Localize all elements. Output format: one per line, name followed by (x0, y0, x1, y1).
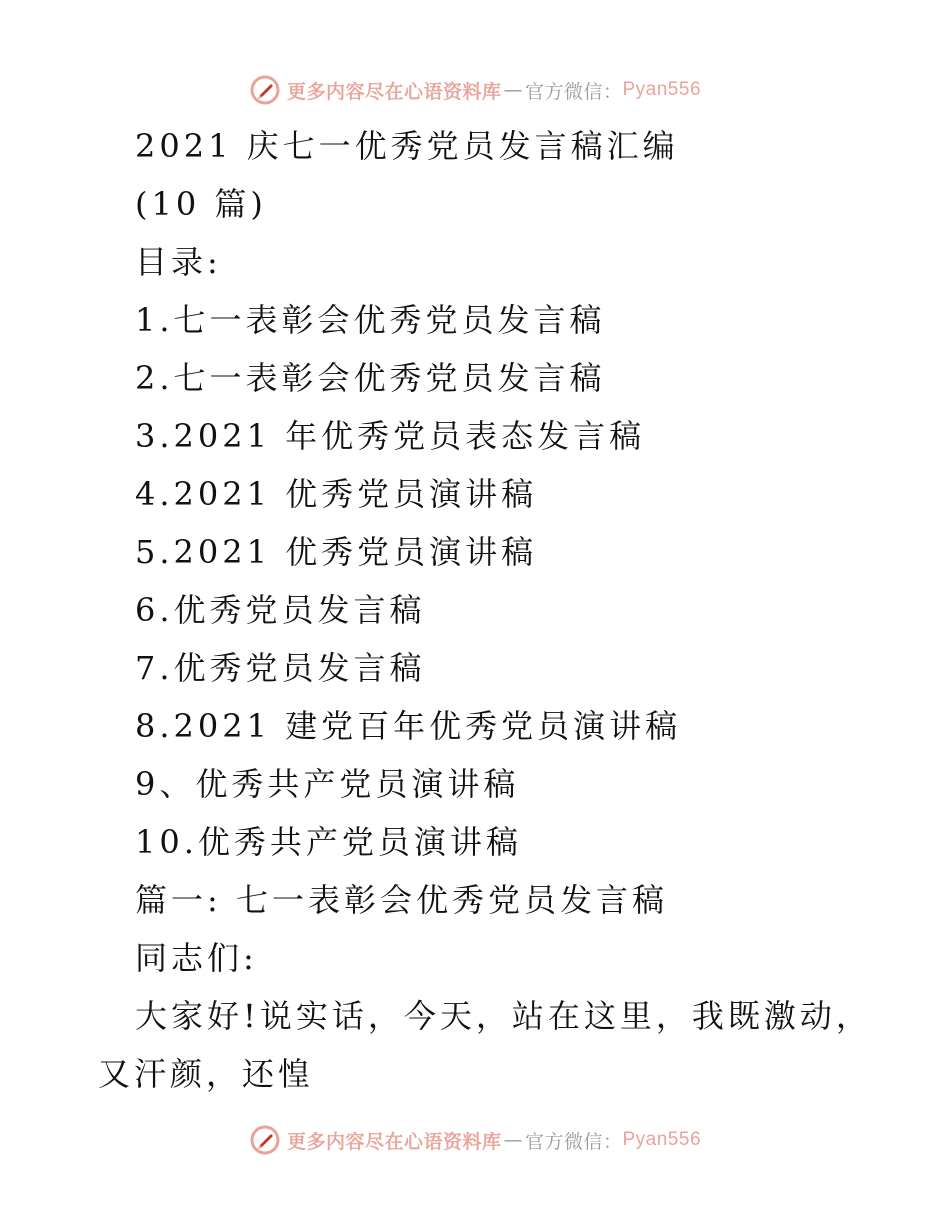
watermark-dash: — (503, 79, 523, 101)
toc-item: 10.优秀共产党员演讲稿 (135, 823, 522, 861)
watermark-dash: — (503, 1129, 523, 1151)
watermark-main-text: 更多内容尽在心语资料库 (286, 1130, 502, 1153)
toc-item: 6.优秀党员发言稿 (135, 591, 426, 629)
watermark-wechat-id: Pyan556 (622, 1129, 702, 1150)
body-paragraph-line: 大家好!说实话，今天，站在这里，我既激动， (135, 997, 872, 1035)
header-watermark (0, 70, 950, 110)
watermark-wechat-id: Pyan556 (622, 79, 702, 100)
section-heading: 篇一: 七一表彰会优秀党员发言稿 (135, 881, 668, 919)
toc-item: 3.2021 年优秀党员表态发言稿 (135, 417, 646, 455)
salutation: 同志们: (135, 939, 258, 977)
quill-seal-icon (249, 74, 281, 106)
toc-item: 5.2021 优秀党员演讲稿 (135, 533, 538, 571)
body-paragraph-line: 又汗颜，还惶 (98, 1055, 315, 1093)
toc-item: 7.优秀党员发言稿 (135, 649, 426, 687)
watermark-official-label: 官方微信： (524, 1130, 623, 1153)
quill-seal-icon (249, 1124, 281, 1156)
toc-item: 9、优秀共产党员演讲稿 (135, 765, 520, 803)
watermark-main-text: 更多内容尽在心语资料库 (286, 80, 502, 103)
toc-item: 1.七一表彰会优秀党员发言稿 (135, 301, 606, 339)
watermark-official-label: 官方微信： (524, 80, 623, 103)
toc-item: 2.七一表彰会优秀党员发言稿 (135, 359, 606, 397)
document-title: 2021 庆七一优秀党员发言稿汇编 (135, 127, 679, 165)
document-title-count: (10 篇) (135, 185, 267, 223)
toc-item: 4.2021 优秀党员演讲稿 (135, 475, 538, 513)
toc-item: 8.2021 建党百年优秀党员演讲稿 (135, 707, 682, 745)
footer-watermark (0, 1120, 950, 1160)
toc-heading: 目录: (135, 243, 222, 281)
